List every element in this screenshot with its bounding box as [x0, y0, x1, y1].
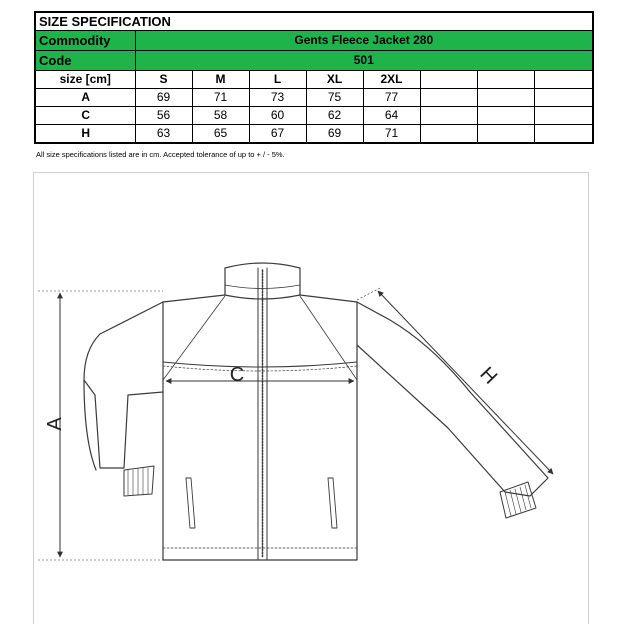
- measure-a-label: A: [44, 417, 66, 431]
- measure-h-line: [378, 291, 553, 474]
- left-cuff-rib: [128, 468, 148, 495]
- table-title: SIZE SPECIFICATION: [35, 12, 593, 31]
- right-raglan: [300, 296, 357, 380]
- size-header-label: size [cm]: [35, 71, 135, 89]
- size-header-cell: L: [249, 71, 306, 89]
- table-cell: 56: [135, 107, 192, 125]
- yoke-line: [163, 362, 357, 367]
- commodity-label: Commodity: [35, 31, 135, 51]
- size-header-cell: XL: [306, 71, 363, 89]
- table-cell: 69: [306, 125, 363, 144]
- right-pocket: [328, 478, 337, 528]
- table-cell: 67: [249, 125, 306, 144]
- row-label: A: [35, 89, 135, 107]
- table-cell: 64: [363, 107, 420, 125]
- table-cell: 75: [306, 89, 363, 107]
- size-header-cell: S: [135, 71, 192, 89]
- left-sleeve-inner: [128, 392, 163, 395]
- table-cell: 65: [192, 125, 249, 144]
- left-cuff: [124, 466, 154, 496]
- row-label: C: [35, 107, 135, 125]
- table-cell: 69: [135, 89, 192, 107]
- left-shoulder: [84, 302, 163, 468]
- code-label: Code: [35, 51, 135, 71]
- commodity-value: Gents Fleece Jacket 280: [135, 31, 593, 51]
- table-cell: 77: [363, 89, 420, 107]
- table-cell: 58: [192, 107, 249, 125]
- row-label: H: [35, 125, 135, 144]
- table-cell: 71: [192, 89, 249, 107]
- left-raglan: [163, 296, 225, 380]
- measure-c-label: C: [229, 364, 245, 386]
- table-cell: 63: [135, 125, 192, 144]
- left-pocket: [186, 478, 195, 528]
- tolerance-note: All size specifications listed are in cm. Accepted tolerance of up to + / - 5%.: [36, 150, 285, 159]
- table-cell: 62: [306, 107, 363, 125]
- measure-h-guide-top: [357, 288, 380, 300]
- size-header-cell: 2XL: [363, 71, 420, 89]
- size-header-cell: M: [192, 71, 249, 89]
- table-cell: 71: [363, 125, 420, 144]
- right-shoulder: [357, 302, 548, 496]
- table-cell: 60: [249, 107, 306, 125]
- code-value: 501: [135, 51, 593, 71]
- table-cell: 73: [249, 89, 306, 107]
- measure-h-label: H: [475, 362, 502, 389]
